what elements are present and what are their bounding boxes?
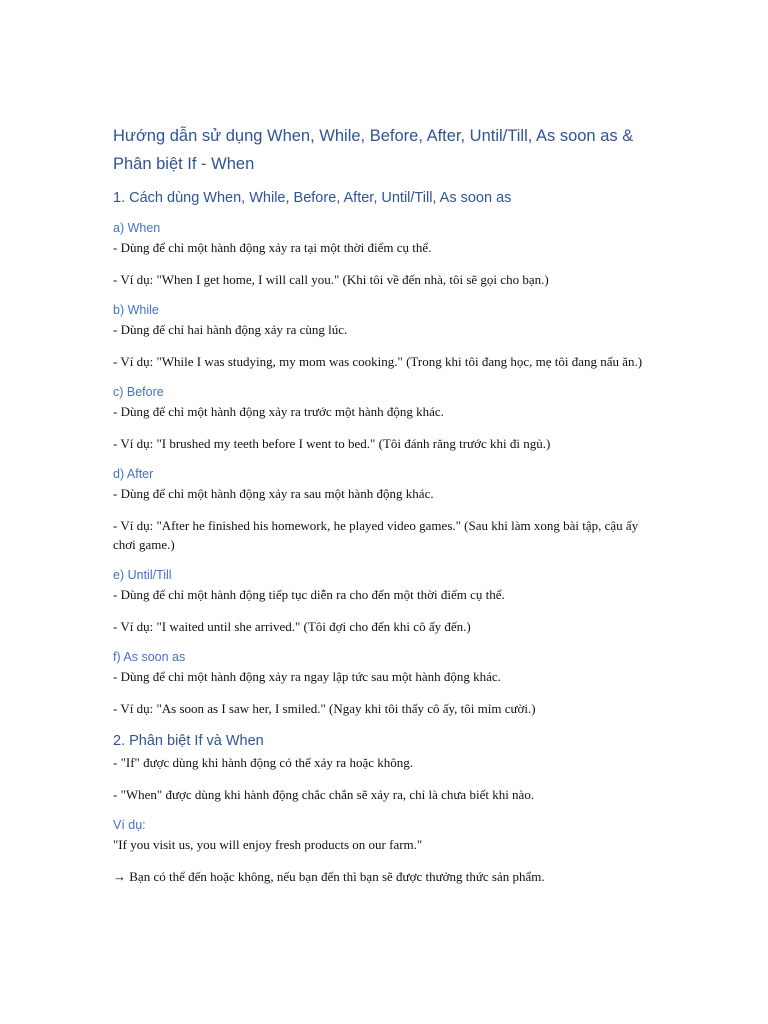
example-sentence: "If you visit us, you will enjoy fresh products on our farm.": [113, 837, 423, 852]
subheading-after: d) After: [113, 467, 154, 481]
section-after: [113, 466, 658, 554]
subheading-until: e) Until/Till: [113, 568, 172, 582]
example-before: - Ví dụ: "I brushed my teeth before I went to bed." (Tôi đánh răng trước khi đi ngủ.): [113, 436, 551, 451]
usage-while: - Dùng để chỉ hai hành động xảy ra cùng lúc.: [113, 322, 348, 337]
subheading-while: b) While: [113, 303, 159, 317]
section-when: [113, 220, 658, 289]
usage-until: - Dùng để chỉ một hành động tiếp tục diễn ra cho đến một thời điểm cụ thể.: [113, 587, 505, 602]
example-after: - Ví dụ: "After he finished his homework, he played video games." (Sau khi làm xong bài tập, cậu ấy chơi game.): [113, 518, 639, 552]
usage-as-soon-as: - Dùng để chỉ một hành động xảy ra ngay lập tức sau một hành động khác.: [113, 669, 501, 684]
example-while: - Ví dụ: "While I was studying, my mom was cooking." (Trong khi tôi đang học, mẹ tôi đang nấu ăn.): [113, 354, 643, 369]
section-as-soon-as: [113, 649, 658, 718]
section-until: [113, 567, 658, 636]
subheading-when: a) When: [113, 221, 161, 235]
example-as-soon-as: - Ví dụ: "As soon as I saw her, I smiled." (Ngay khi tôi thấy cô ấy, tôi mỉm cười.): [113, 701, 536, 716]
title-line-2: Phân biệt If - When: [113, 155, 255, 173]
title-line-1: Hướng dẫn sử dụng When, While, Before, After, Until/Till, As soon as &: [113, 127, 634, 145]
subheading-before: c) Before: [113, 385, 164, 399]
usage-when: - Dùng để chỉ một hành động xảy ra tại một thời điểm cụ thể.: [113, 240, 432, 255]
document-page: [113, 122, 658, 899]
example-subheading: Ví dụ:: [113, 818, 146, 832]
usage-after: - Dùng để chỉ một hành động xảy ra sau một hành động khác.: [113, 486, 434, 501]
example-explanation: → Bạn có thể đến hoặc không, nếu bạn đến thì bạn sẽ được thưởng thức sản phẩm.: [113, 869, 545, 884]
when-explanation: - "When" được dùng khi hành động chắc chắn sẽ xảy ra, chỉ là chưa biết khi nào.: [113, 787, 535, 802]
section-before: [113, 384, 658, 453]
section-1-heading: 1. Cách dùng When, While, Before, After, Until/Till, As soon as: [113, 190, 512, 206]
document-title: [113, 122, 658, 178]
example-until: - Ví dụ: "I waited until she arrived." (Tôi đợi cho đến khi cô ấy đến.): [113, 619, 471, 634]
section-2-heading: 2. Phân biệt If và When: [113, 733, 264, 749]
subheading-as-soon-as: f) As soon as: [113, 650, 186, 664]
section-while: [113, 302, 658, 371]
example-when: - Ví dụ: "When I get home, I will call you." (Khi tôi về đến nhà, tôi sẽ gọi cho bạn.): [113, 272, 549, 287]
if-explanation: - "If" được dùng khi hành động có thể xảy ra hoặc không.: [113, 755, 413, 770]
usage-before: - Dùng để chỉ một hành động xảy ra trước một hành động khác.: [113, 404, 444, 419]
